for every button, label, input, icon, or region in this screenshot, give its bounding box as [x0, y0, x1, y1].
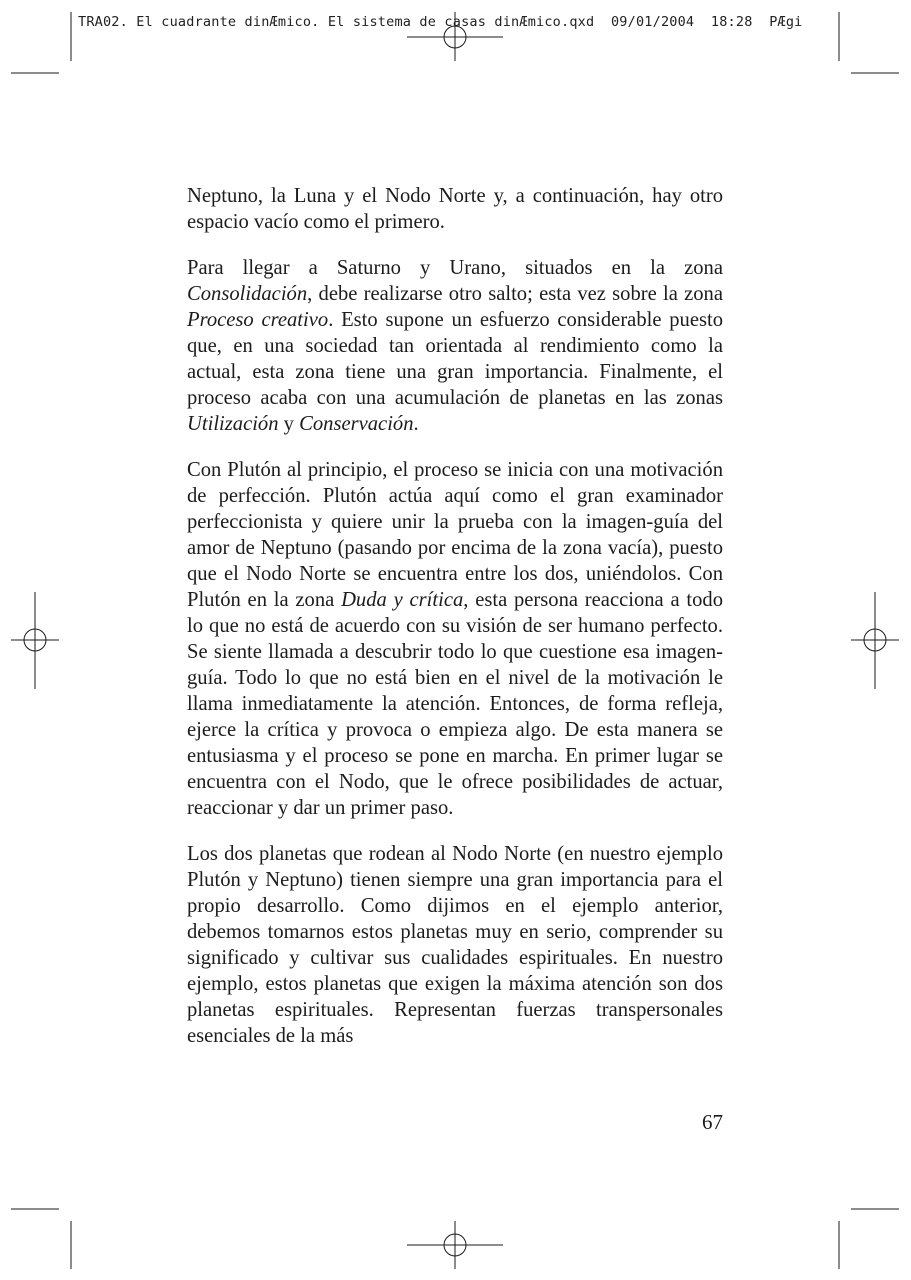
page-number: 67 [702, 1110, 723, 1134]
paragraph-1: Neptuno, la Luna y el Nodo Norte y, a continuación, hay otro espacio vacío como el primero. [187, 185, 723, 233]
paragraph-2: Para llegar a Saturno y Urano, situados en la zona Consolidación, debe realizarse otro salto; esta vez sobre la zona Proceso creativo. Esto supone un esfuerzo considerable puesto que, en una sociedad tan orientada al rendimiento como la actual, esta zona tiene una gran importancia. Finalmente, el proceso acaba con una acumulación de planetas en las zonas Utilización y Conservación. [187, 257, 723, 435]
paragraph-4: Los dos planetas que rodean al Nodo Norte (en nuestro ejemplo Plutón y Neptuno) tienen siempre una gran importancia para el propio desarrollo. Como dijimos en el ejemplo anterior, debemos tomarnos estos planetas muy en serio, comprender su significado y cultivar sus cualidades espirituales. En nuestro ejemplo, estos planetas que exigen la máxima atención son dos planetas espirituales. Representan fuerzas transpersonales esenciales de la más [187, 843, 723, 1047]
registration-mark-right [851, 592, 899, 689]
registration-mark-bottom [407, 1221, 503, 1269]
registration-mark-left [11, 592, 59, 689]
print-slug-header: TRA02. El cuadrante dinÆmico. El sistema de casas dinÆmico.qxd 09/01/2004 18:28 PÆgi [78, 14, 803, 30]
registration-mark-top [407, 12, 503, 61]
paragraph-3: Con Plutón al principio, el proceso se inicia con una motivación de perfección. Plutón actúa aquí como el gran examinador perfeccionista y quiere unir la prueba con la imagen-guía del amor de Neptuno (pasando por encima de la zona vacía), puesto que el Nodo Norte se encuentra entre los dos, uniéndolos. Con Plutón en la zona Duda y crítica, esta persona reacciona a todo lo que no está de acuerdo con su visión de ser humano perfecto. Se siente llamada a descubrir todo lo que cuestione esa imagenguía. Todo lo que no está bien en el nivel de la motivación le llama inmediatamente la atención. Entonces, de forma refleja, ejerce la crítica y provoca o empieza algo. De esta manera se entusiasma y el proceso se pone en marcha. En primer lugar se encuentra con el Nodo, que le ofrece posibilidades de actuar, reaccionar y dar un primer paso. [187, 459, 723, 819]
body-text [187, 183, 723, 1049]
